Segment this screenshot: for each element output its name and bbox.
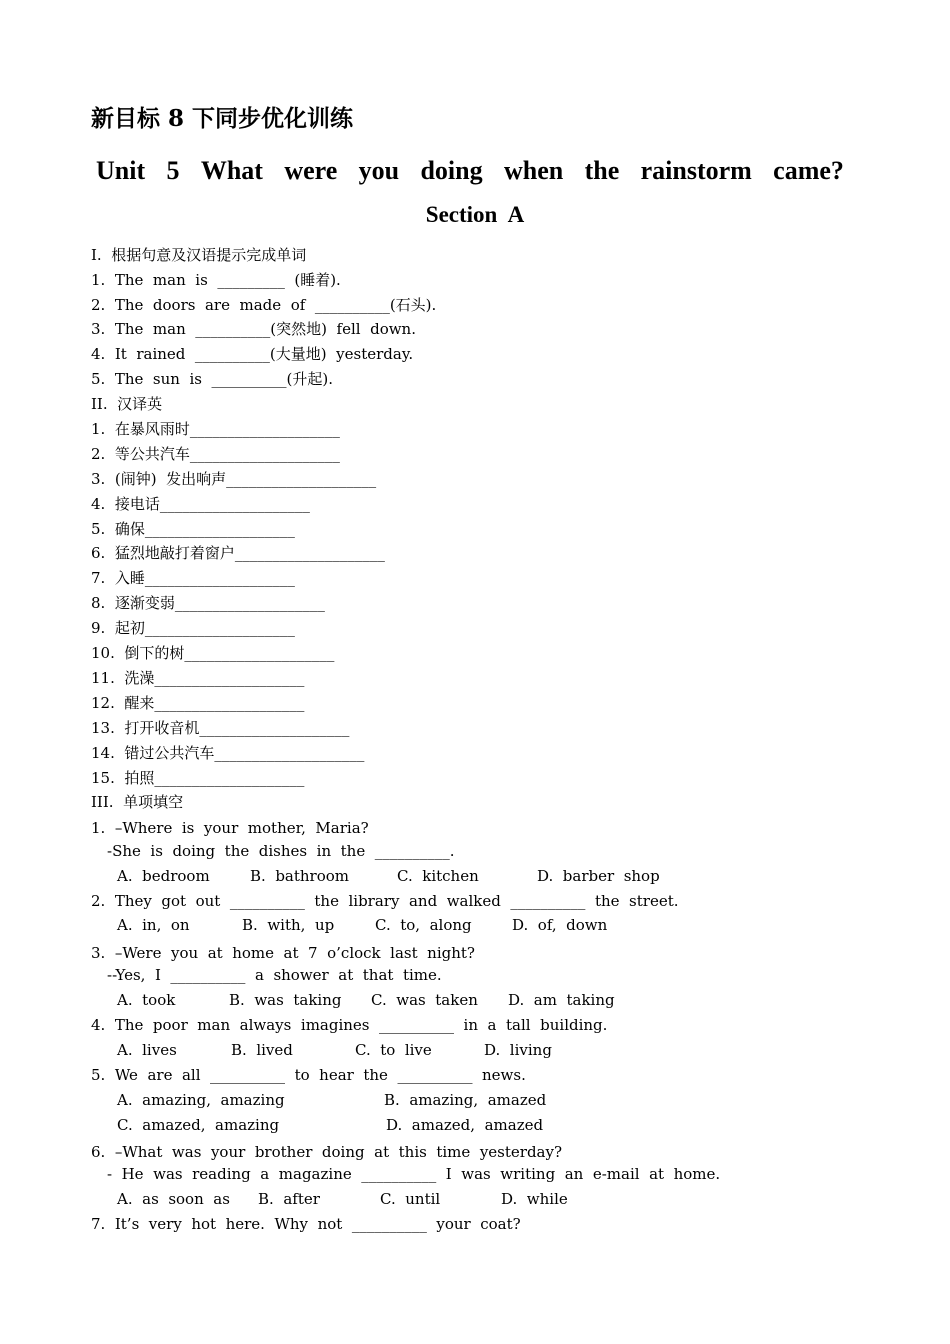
part1-item: 5. The sun is __________(升起). — [91, 370, 333, 388]
part1-item: 3. The man __________(突然地) fell down. — [91, 320, 416, 338]
part2-item: 6. 猛烈地敲打着窗户____________________ — [91, 544, 385, 562]
part1-item: 2. The doors are made of __________(石头). — [91, 296, 437, 314]
option-d: D. am taking — [508, 991, 615, 1009]
part2-item: 12. 醒来____________________ — [91, 694, 305, 712]
option-b: B. amazing, amazed — [384, 1091, 547, 1109]
option-a: A. bedroom — [117, 867, 210, 885]
title-word: you — [358, 156, 400, 185]
part2-item: 5. 确保____________________ — [91, 520, 295, 538]
title-word: were — [284, 156, 338, 185]
option-b: B. lived — [231, 1041, 293, 1059]
option-d: D. barber shop — [537, 867, 660, 885]
question-stem: 1. –Where is your mother, Maria? — [91, 819, 369, 837]
title-word: the — [584, 156, 620, 185]
option-b: B. after — [258, 1190, 320, 1208]
question-stem: --Yes, I __________ a shower at that time. — [107, 966, 442, 984]
question-stem: 3. –Were you at home at 7 o’clock last night? — [91, 944, 475, 962]
option-c: C. to live — [355, 1041, 432, 1059]
section-title: Section A — [425, 202, 525, 227]
option-d: D. amazed, amazed — [386, 1116, 544, 1134]
title-word: What — [200, 156, 263, 185]
option-d: D. living — [484, 1041, 552, 1059]
option-d: D. while — [501, 1190, 568, 1208]
part1-item: 1. The man is _________ (睡着). — [91, 271, 341, 289]
title-word: came? — [773, 156, 844, 185]
question-stem: 7. It’s very hot here. Why not __________ your coat? — [91, 1215, 521, 1233]
option-c: C. was taken — [371, 991, 478, 1009]
option-a: A. amazing, amazing — [117, 1091, 285, 1109]
part2-item: 7. 入睡____________________ — [91, 569, 295, 587]
question-stem: -She is doing the dishes in the __________. — [107, 842, 455, 860]
option-b: B. with, up — [242, 916, 335, 934]
part2-item: 11. 洗澡____________________ — [91, 669, 305, 687]
question-stem: 5. We are all __________ to hear the __________ news. — [91, 1066, 526, 1084]
part2-item: 8. 逐渐变弱____________________ — [91, 594, 325, 612]
part2-item: 9. 起初____________________ — [91, 619, 295, 637]
option-c: C. to, along — [375, 916, 472, 934]
part2-item: 1. 在暴风雨时____________________ — [91, 420, 340, 438]
option-a: A. took — [117, 991, 176, 1009]
title-word: doing — [420, 156, 483, 185]
title-word: Unit — [96, 156, 146, 185]
option-a: A. lives — [117, 1041, 177, 1059]
question-stem: 4. The poor man always imagines __________ in a tall building. — [91, 1016, 608, 1034]
part2-item: 2. 等公共汽车____________________ — [91, 445, 340, 463]
option-b: B. was taking — [229, 991, 342, 1009]
option-c: C. kitchen — [397, 867, 479, 885]
unit-title — [96, 154, 844, 188]
option-b: B. bathroom — [250, 867, 350, 885]
part3-heading: III. 单项填空 — [91, 793, 184, 811]
part2-item: 15. 拍照____________________ — [91, 769, 305, 787]
part2-item: 10. 倒下的树____________________ — [91, 644, 335, 662]
part2-item: 13. 打开收音机____________________ — [91, 719, 350, 737]
series-title: 新目标 8 下同步优化训练 — [91, 105, 354, 132]
title-word: 5 — [166, 156, 180, 185]
question-stem: - He was reading a magazine __________ I was writing an e-mail at home. — [107, 1165, 721, 1183]
part2-item: 4. 接电话____________________ — [91, 495, 310, 513]
question-stem: 2. They got out __________ the library and walked __________ the street. — [91, 892, 679, 910]
title-word: when — [503, 156, 564, 185]
option-a: A. in, on — [117, 916, 190, 934]
part2-item: 14. 错过公共汽车____________________ — [91, 744, 365, 762]
option-c: C. until — [380, 1190, 441, 1208]
option-a: A. as soon as — [117, 1190, 230, 1208]
option-c: C. amazed, amazing — [117, 1116, 280, 1134]
part2-item: 3. (闹钟) 发出响声____________________ — [91, 470, 377, 488]
question-stem: 6. –What was your brother doing at this time yesterday? — [91, 1143, 562, 1161]
part1-heading: I. 根据句意及汉语提示完成单词 — [91, 246, 307, 264]
part2-heading: II. 汉译英 — [91, 395, 163, 413]
option-d: D. of, down — [512, 916, 608, 934]
part1-item: 4. It rained __________(大量地) yesterday. — [91, 345, 414, 363]
title-word: rainstorm — [640, 156, 752, 185]
